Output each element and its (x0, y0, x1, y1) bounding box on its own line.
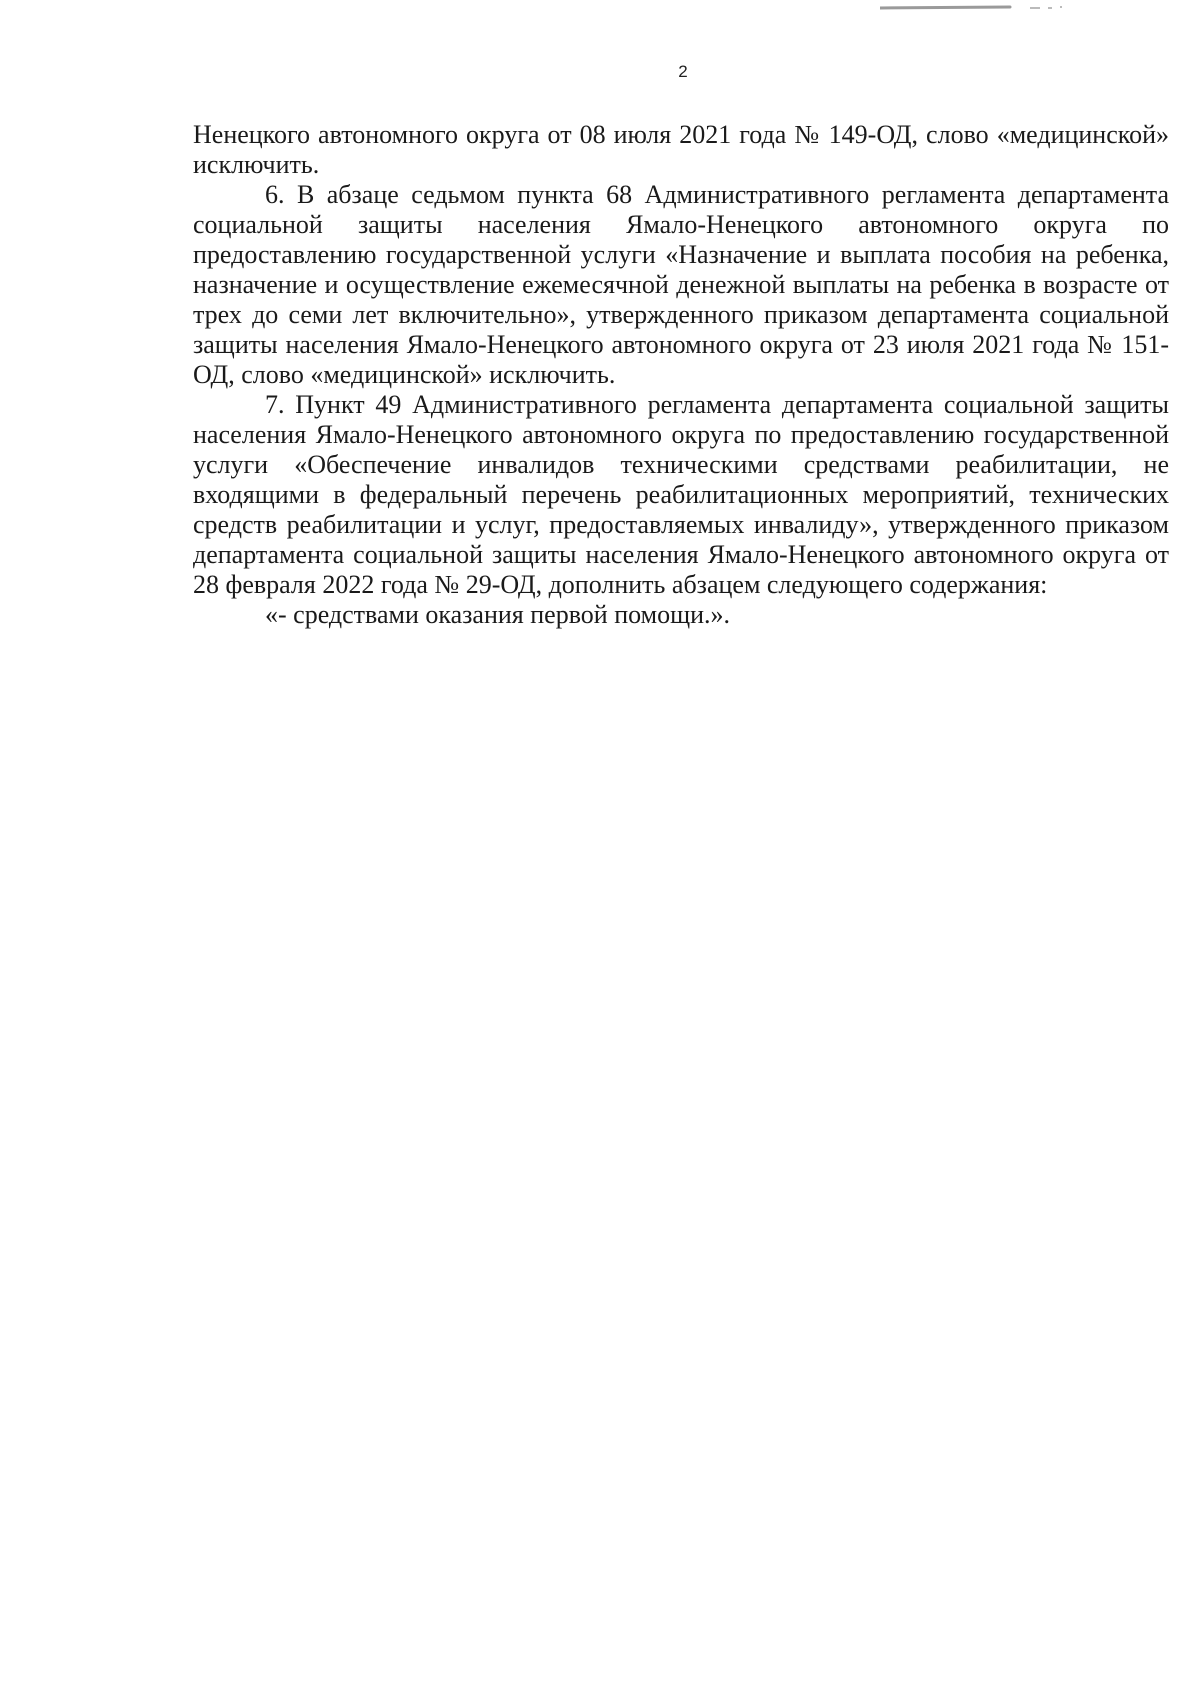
paragraph-item-6: 6. В абзаце седьмом пункта 68 Административного регламента департамента социальной защиты населения Ямало-Ненецкого автономного округа по предоставлению государственной услуги «Назначение и выплата пособия на ребенка, назначение и осуществление ежемесячной денежной выплаты на ребенка в возрасте от трех до семи лет включительно», утвержденного приказом департамента социальной защиты населения Ямало-Ненецкого автономного округа от 23 июля 2021 года № 151-ОД, слово «медицинской» исключить. (193, 180, 1169, 389)
page-number: 2 (678, 62, 688, 81)
paragraph-item-7: 7. Пункт 49 Административного регламента департамента социальной защиты населения Ямало-Ненецкого автономного округа по предоставлению государственной услуги «Обеспечение инвалидов техническими средствами реабилитации, не входящими в федеральный перечень реабилитационных мероприятий, технических средств реабилитации и услуг, предоставляемых инвалиду», утвержденного приказом департамента социальной защиты населения Ямало-Ненецкого автономного округа от 28 февраля 2022 года № 29-ОД, дополнить абзацем следующего содержания: (193, 390, 1169, 599)
paragraph-quoted-addition: «- средствами оказания первой помощи.». (265, 600, 731, 629)
paragraph-continuation: Ненецкого автономного округа от 08 июля 2021 года № 149-ОД, слово «медицинской» исключить. (193, 120, 1169, 179)
document-body (193, 120, 1169, 630)
scan-artifact-mark (880, 4, 1070, 12)
